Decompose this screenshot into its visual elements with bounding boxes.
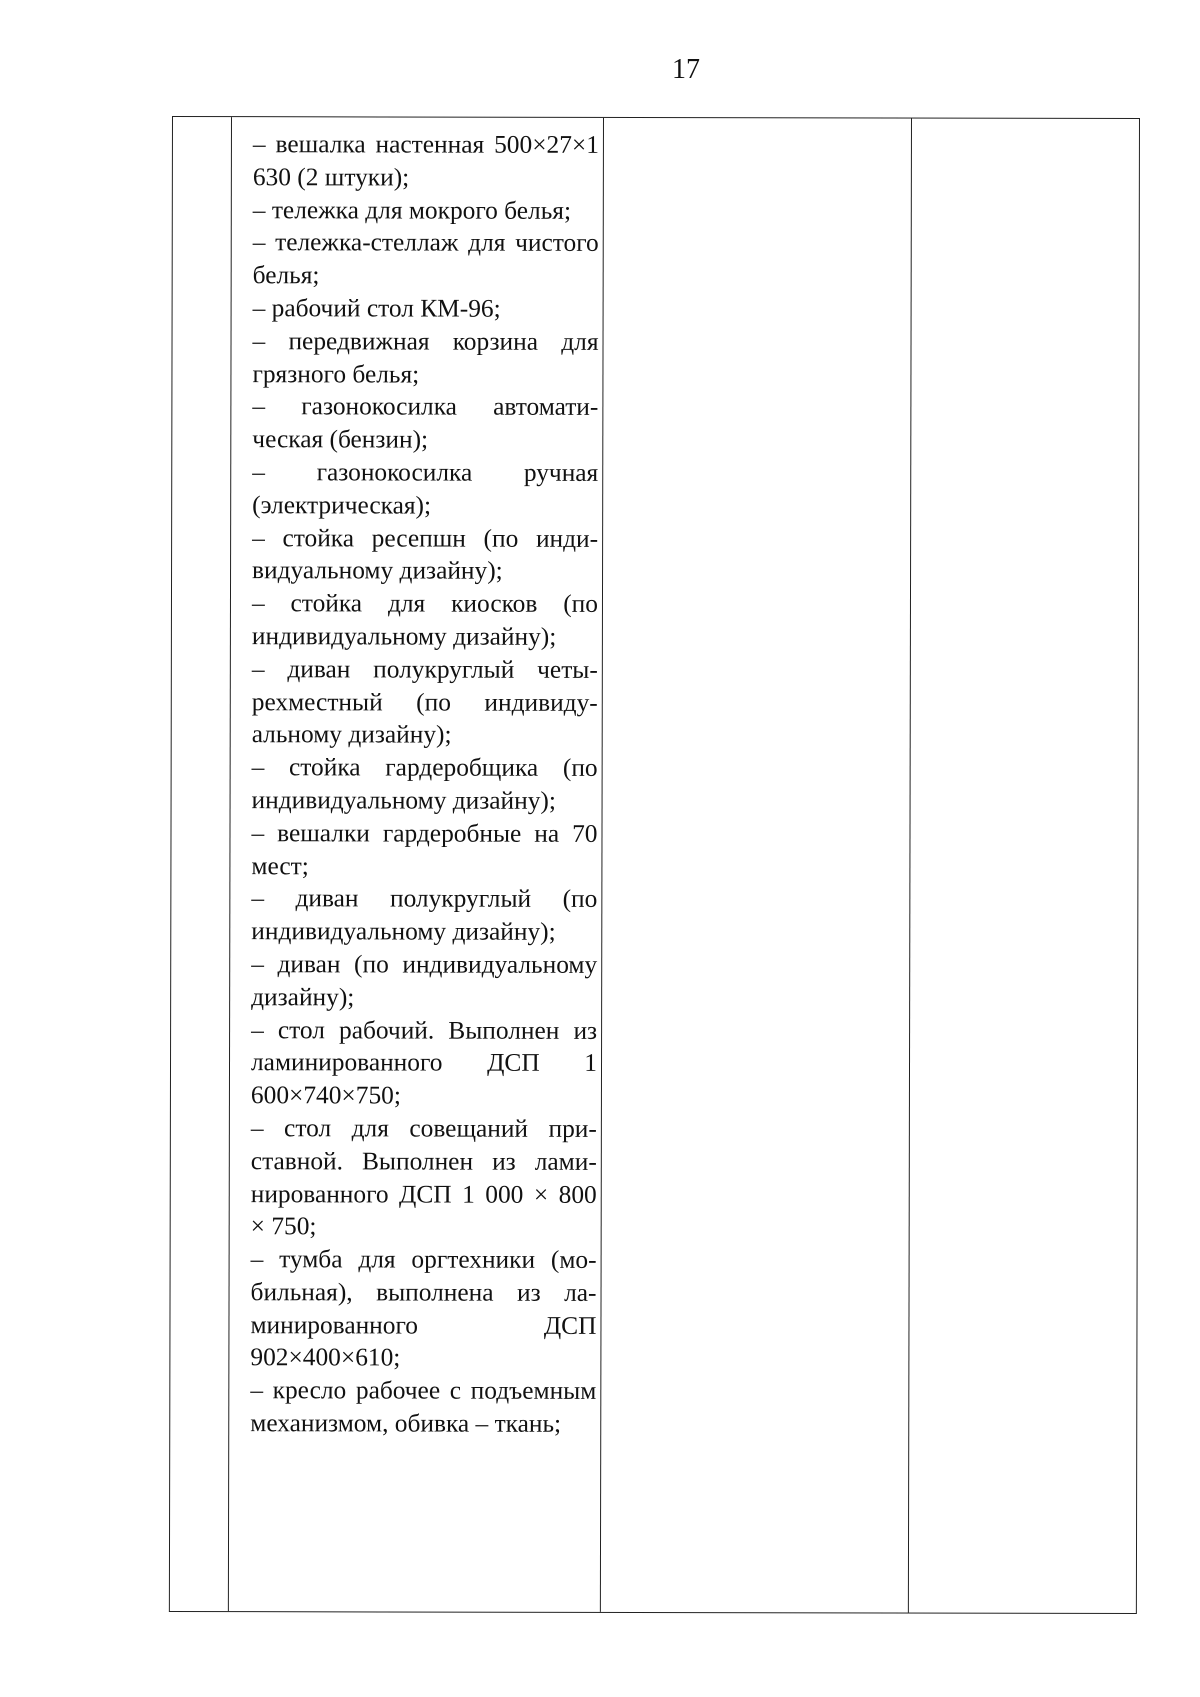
list-item: – стойка ресепшн (по индивидуальному дизайну); (252, 523, 599, 586)
list-item: – тележка для мокрого белья; (252, 195, 572, 225)
list-item: – газонокосилка ручная (электрическая); (252, 458, 599, 520)
column-divider-1 (228, 117, 232, 1611)
list-item: – вешалка настенная 500×27×1 630 (2 штуки); (252, 130, 599, 192)
list-item: – стойка гардеробщика (по индивидуальному дизайну); (251, 753, 598, 815)
list-item: – тележка-стеллаж для чистого белья; (252, 228, 599, 290)
column-divider-3 (908, 119, 912, 1613)
list-item: – газонокосилка автоматическая (бензин); (252, 392, 599, 454)
list-item: – передвижная корзина для грязного белья; (252, 326, 599, 389)
list-item: – стол рабочий. Выполнен из ламинированного ДСП 1 600×740×750; (250, 1015, 598, 1110)
list-item: – диван полукруглый (по индивидуальному дизайну); (251, 884, 598, 946)
list-item: – диван (по индивидуальному дизайну); (251, 950, 598, 1012)
list-item: – тумба для оргтехники (мобильная), выполнена из ламинированного ДСП 902×400×610; (250, 1245, 597, 1372)
list-item: – стойка для киосков (по индивидуальному дизайну); (251, 589, 599, 651)
list-item: – кресло рабочее с подъемным механизмом, обивка – ткань; (250, 1376, 597, 1438)
column-divider-2 (600, 118, 604, 1612)
equipment-list-cell (250, 128, 599, 1441)
list-item: – стол для совещаний приставной. Выполнен из ламинированного ДСП 1 000 × 800 × 750; (250, 1114, 597, 1241)
specification-table (169, 116, 1140, 1614)
list-item: – рабочий стол КМ-96; (252, 294, 501, 323)
page-number: 17 (672, 54, 700, 85)
list-item: – диван полукруглый четырехместный (по индивидуальному дизайну); (251, 654, 598, 749)
list-item: – вешалки гардеробные на 70 мест; (251, 818, 598, 880)
